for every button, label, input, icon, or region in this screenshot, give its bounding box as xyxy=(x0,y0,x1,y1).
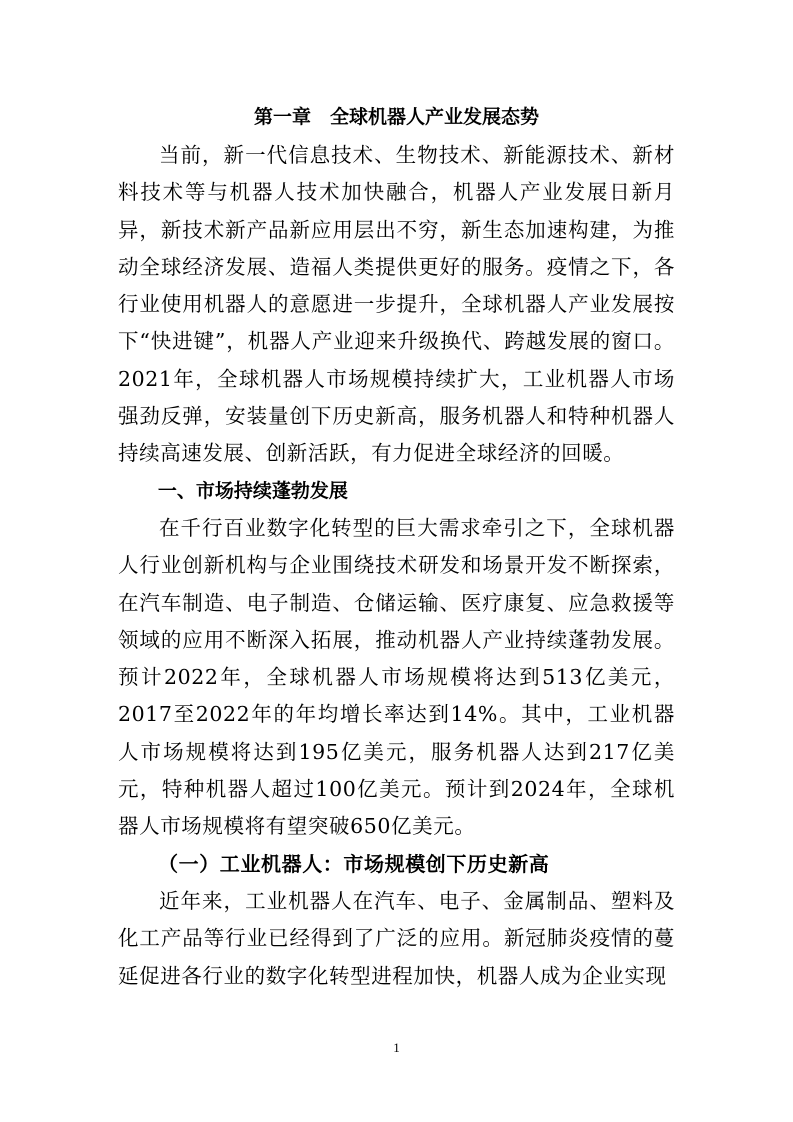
section-paragraph: 在千行百业数字化转型的巨大需求牵引之下，全球机器人行业创新机构与企业围绕技术研发和场景开发不断探索，在汽车制造、电子制造、仓储运输、医疗康复、应急救援等领域的应用不断深入拓展，推动机器人产业持续蓬勃发展。预计2022年，全球机器人市场规模将达到513亿美元，2017至2022年的年均增长率达到14%。其中，工业机器人市场规模将达到195亿美元，服务机器人达到217亿美元，特种机器人超过100亿美元。预计到2024年，全球机器人市场规模将有望突破650亿美元。 xyxy=(118,515,675,839)
intro-paragraph: 当前，新一代信息技术、生物技术、新能源技术、新材料技术等与机器人技术加快融合，机器人产业发展日新月异，新技术新产品新应用层出不穷，新生态加速构建，为推动全球经济发展、造福人类提供更好的服务。疫情之下，各行业使用机器人的意愿进一步提升，全球机器人产业发展按下“快进键”，机器人产业迎来升级换代、跨越发展的窗口。2021年，全球机器人市场规模持续扩大，工业机器人市场强劲反弹，安装量创下历史新高，服务机器人和特种机器人持续高速发展、创新活跃，有力促进全球经济的回暖。 xyxy=(118,143,675,466)
page-number: 1 xyxy=(393,1040,400,1055)
subsection-paragraph: 近年来，工业机器人在汽车、电子、金属制品、塑料及化工产品等行业已经得到了广泛的应用。新冠肺炎疫情的蔓延促进各行业的数字化转型进程加快，机器人成为企业实现 xyxy=(118,888,675,988)
document-page xyxy=(118,100,675,995)
section-title: 一、市场持续蓬勃发展 xyxy=(157,479,348,502)
chapter-title: 第一章 全球机器人产业发展态势 xyxy=(253,106,539,128)
subsection-title: （一）工业机器人：市场规模创下历史新高 xyxy=(158,851,550,876)
